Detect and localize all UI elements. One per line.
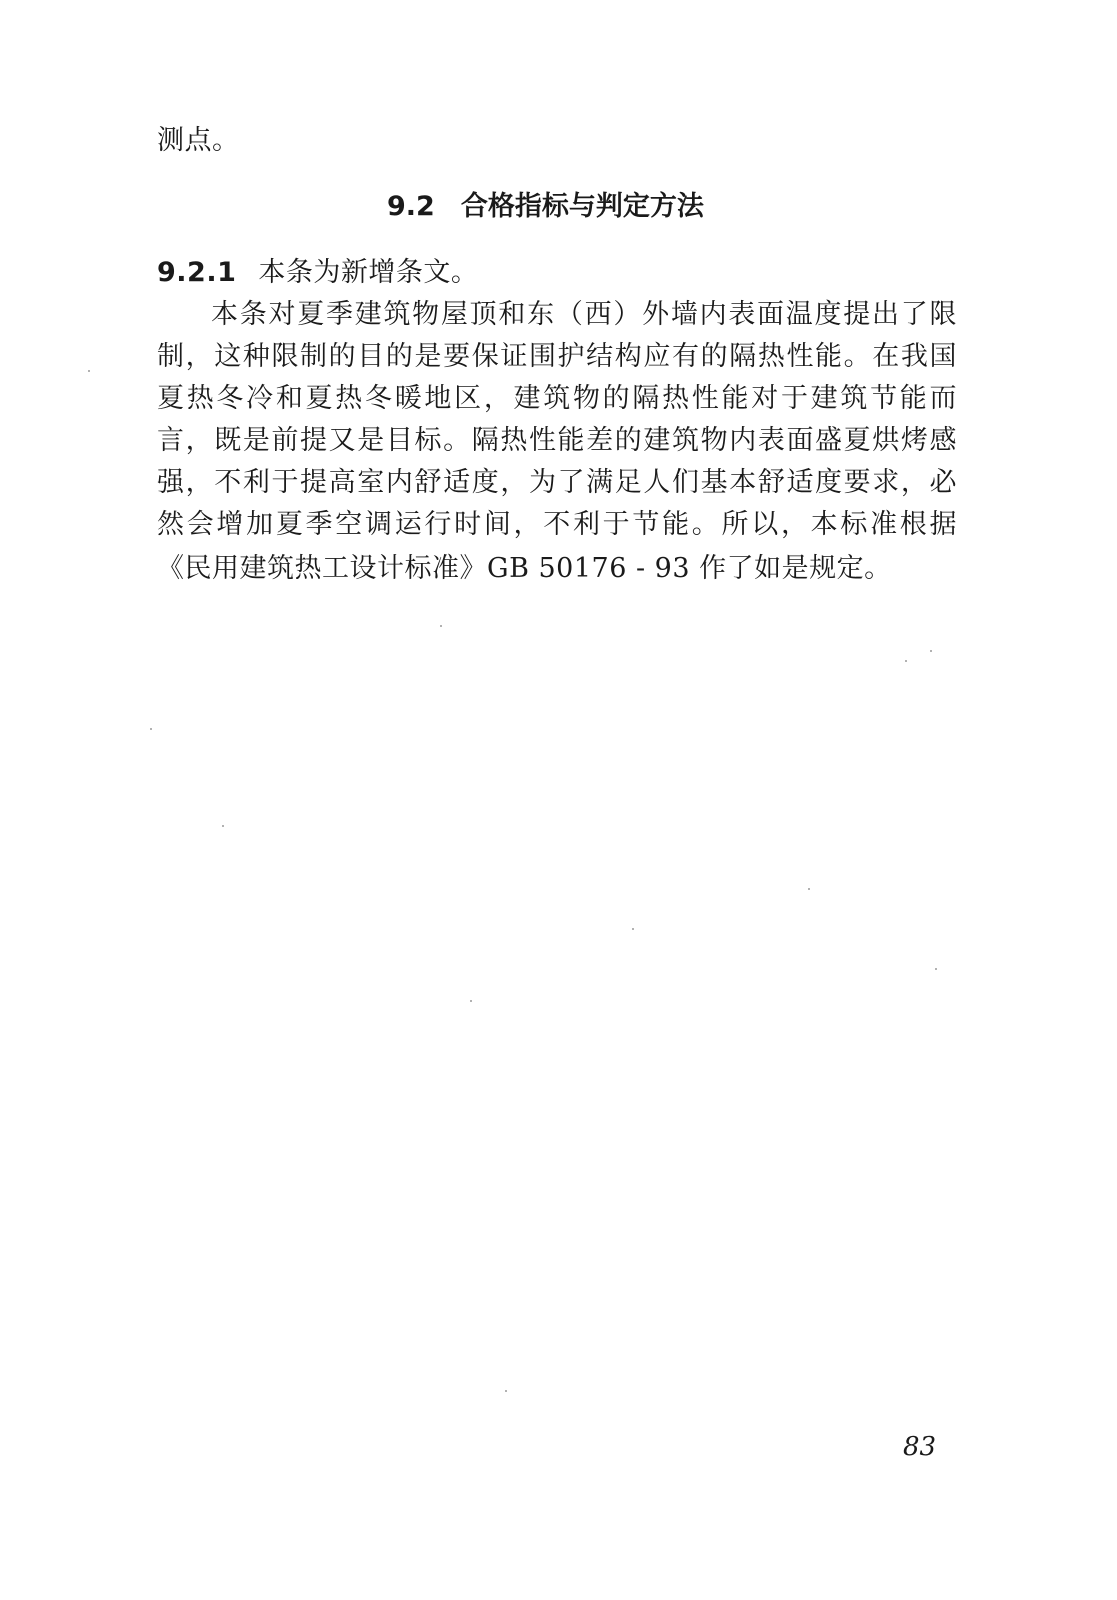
paragraph-line: 本条对夏季建筑物屋顶和东（西）外墙内表面温度提出了限: [211, 299, 957, 330]
scan-speck: [808, 888, 810, 890]
clause-number: 9.2.1: [157, 257, 237, 288]
scan-speck: [930, 650, 932, 652]
scan-speck: [632, 928, 634, 930]
page-number: 83: [903, 1432, 937, 1462]
scan-speck: [150, 728, 152, 730]
scan-speck: [505, 1390, 507, 1392]
paragraph-line: 制，这种限制的目的是要保证围护结构应有的隔热性能。在我国: [157, 341, 957, 372]
continuation-text: 测点。: [157, 125, 240, 156]
paragraph-line: 言，既是前提又是目标。隔热性能差的建筑物内表面盛夏烘烤感: [157, 425, 957, 456]
clause-intro: 本条为新增条文。: [258, 257, 479, 288]
section-number: 9.2: [387, 191, 435, 222]
paragraph-line: 夏热冬冷和夏热冬暖地区，建筑物的隔热性能对于建筑节能而: [157, 383, 957, 414]
paragraph-line: 强，不利于提高室内舒适度，为了满足人们基本舒适度要求，必: [157, 467, 957, 498]
clause-heading: [157, 256, 478, 290]
scan-speck: [88, 370, 90, 372]
scan-speck: [905, 660, 907, 662]
section-heading: [387, 190, 704, 224]
scan-speck: [440, 625, 442, 627]
scan-speck: [222, 825, 224, 827]
scan-speck: [470, 1000, 472, 1002]
paragraph-line: 《民用建筑热工设计标准》GB 50176 - 93 作了如是规定。: [157, 553, 892, 584]
paragraph-line: 然会增加夏季空调运行时间，不利于节能。所以，本标准根据: [157, 509, 957, 540]
section-title: 合格指标与判定方法: [460, 191, 704, 222]
scan-speck: [935, 968, 937, 970]
